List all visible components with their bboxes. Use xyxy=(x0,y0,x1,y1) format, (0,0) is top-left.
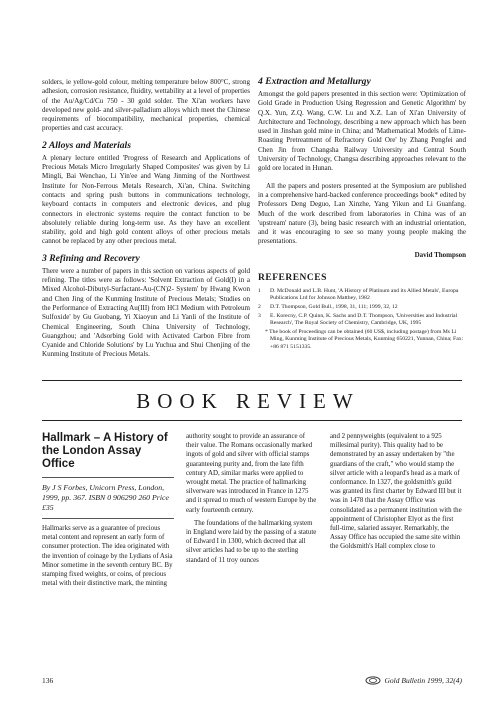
journal-logo-icon xyxy=(365,676,381,685)
paragraph: Amongst the gold papers presented in this section were: 'Optimization of Gold Grade in Production Using Regression and Genetic Algorithm' by Q.X. Yun, Z.Q. Wang, C.W. Lu and X.Z. Lan of Xi'an University of Architecture and Technology, describing a new approach which has been used in Jinshan gold mine in China; and 'Mathematical Models of Lime-Roasting Pretreatment of Refractory Gold Ore' by Zhang Pengfei and Chen Jin from Changsha Railway University and Central South University of Technology, Changsa describing approaches relevant to the gold ore located in Hunan. xyxy=(258,90,466,173)
book-review-heading: BOOK REVIEW xyxy=(136,389,360,413)
reference-item xyxy=(258,313,466,328)
reference-number: 1 xyxy=(258,287,261,294)
paragraph: A plenary lecture entitled 'Progress of Research and Applications of Precious Metals Micro Irregularly Shaped Composites' was given by Li Mingli, Bai Wenchao, Li Yin'ee and Wang Jinming of the Northwest Institute for Non-Ferrous Metals Research, Xi'an, China. Switching contacts and spring push buttons in communications technology, keyboard contacts in computers and electronic devices, and plug connectors in electronic systems require the contact function to be absolutely reliable during long-term use. As they have an excellent stability, gold and high gold content alloys of other precious metals cannot be replaced by any other precious metal. xyxy=(42,153,250,246)
reference-text: D. McDonald and L.B. Hunt, 'A History of Platinum and its Allied Metals', Europa Publications Ltd for Johnson Matthey, 1982 xyxy=(270,287,459,302)
reference-number: 2 xyxy=(258,303,261,310)
paragraph: The foundations of the hallmarking system in England were laid by the passing of a statute of Edward I in 1300, which decreed that all silver articles had to be up to the sterling standard of 11 troy ounces xyxy=(186,519,317,564)
paragraph: Hallmarks serve as a guarantee of precious metal content and represent an early form of consumer protection. The idea originated with the invention of coinage by the Lydians of Asia Minor sometime in the seventh century BC. By stamping fixed weights, or coins, of precious metal with their distinctive mark, the minting xyxy=(42,525,173,588)
section-heading: 4 Extraction and Metallurgy xyxy=(258,76,371,87)
paragraph: There were a number of papers in this section on various aspects of gold refining. The titles were as follows: 'Solvent Extraction of Gold(I) in a Mixed Alcohol-Dibutyl-Surfactant-Au-(CN)2- System' by Hwang Kwon and Chen Jing of the Kunming Institute of Precious Metals; 'Studies on the Performance of Extracting Au(III) from HCl Medium with Petroleum Sulfoxide' by Gu Guobang, Yi Xiaoyun and Li Yanli of the Institute of Chemical Engineering, South China University of Technology, Guangzhou; and 'Adsorbing Gold with Activated Carbon Fibre from Cyanide and Chloride Solutions' by Lu Yuchua and Shui Chenjing of the Kunming Institute of Precious Metals. xyxy=(42,266,250,359)
reference-number: 3 xyxy=(258,312,261,319)
reference-text: E. Korecny, C.P. Quinn, K. Sachs and D.T. Thompson, 'Universities and Industrial Research', The Royal Society of Chemistry, Cambridge, UK, 1995 xyxy=(270,312,458,327)
journal-name: Gold Bulletin 1999, 32(4) xyxy=(384,676,462,685)
divider-top xyxy=(42,380,462,381)
section-heading: 2 Alloys and Materials xyxy=(42,139,131,151)
divider xyxy=(42,477,174,478)
paragraph: solders, ie yellow-gold colour, melting temperature below 800°C, strong adhesion, corrosion resistance, fluidity, wettability at a level of properties of the Au/Ag/Cd/Cu 750 - 30 gold solder. The Xi'an workers have developed new gold- and silver-palladium alloys which meet the Chinese requirements of biocompatibility, mechanical properties, chemical properties and cast accuracy. xyxy=(42,78,250,133)
page-number: 136 xyxy=(42,676,54,685)
footnote: * The book of Proceedings can be obtained (60 US$, including postage) from Ms Li Ming, Kunming Institute of Precious Metals, Kunming 650221, Yunnan, China; Fax: +86 871 5151335. xyxy=(265,328,464,350)
paragraph: All the papers and posters presented at the Symposium are published in a comprehensive hard-backed conference proceedings book* edited by Professors Deng Deguo, Lan Xinzhe, Yang Yikun and Li Guanfang. Much of the work described from laboratories in China was of an 'upstream' nature (3), being basic research with an industrial orientation, and it was encouraging to see so many young people making the presentations. xyxy=(258,181,466,246)
divider xyxy=(42,518,174,519)
book-title: Hallmark – A History of the London Assay Office xyxy=(42,432,168,470)
right-column xyxy=(258,76,466,352)
section-heading: 3 Refining and Recovery xyxy=(42,252,140,264)
journal-footer xyxy=(365,676,463,685)
book-citation: By J S Forbes, Unicorn Press, London, 1999, pp. 367. ISBN 0 906290 260 Price £35 xyxy=(42,483,169,512)
author-signature: David Thompson xyxy=(414,250,466,259)
left-column xyxy=(42,78,250,364)
reference-text: D.T. Thompson, Gold Bull., 1998, 31, 111; 1999, 32, 12 xyxy=(270,303,398,310)
review-column-1 xyxy=(42,432,174,588)
reference-item xyxy=(258,304,466,312)
reference-item xyxy=(258,288,466,303)
review-column-3 xyxy=(330,432,464,552)
paragraph: authority sought to provide an assurance of their value. The Romans occasionally marked ingots of gold and silver with official stamps guaranteeing purity and, from the late fifth century AD, similar marks were applied to wrought metal. The practice of hallmarking silverware was introduced in France in 1275 and it spread to much of western Europe by the early fourteenth century. xyxy=(186,433,317,514)
divider-bottom xyxy=(42,420,462,421)
review-column-2 xyxy=(186,432,318,565)
references-list xyxy=(258,288,466,328)
paragraph: and 2 pennyweights (equivalent to a 925 millesimal purity). This quality had to be demonstrated by an assay undertaken by "the guardians of the craft," who would stamp the silver article with a leopard's head as a mark of conformance. In 1327, the goldsmith's guild was granted its first charter by Edward III but it was in 1478 that the Assay Office was consolidated as a permanent institution with the appointment of Christopher Elyot as the first full-time, salaried assayer. Remarkably, the Assay Office has occupied the same site within the Goldsmith's Hall complex close to xyxy=(330,433,462,551)
references-heading: REFERENCES xyxy=(258,272,327,283)
